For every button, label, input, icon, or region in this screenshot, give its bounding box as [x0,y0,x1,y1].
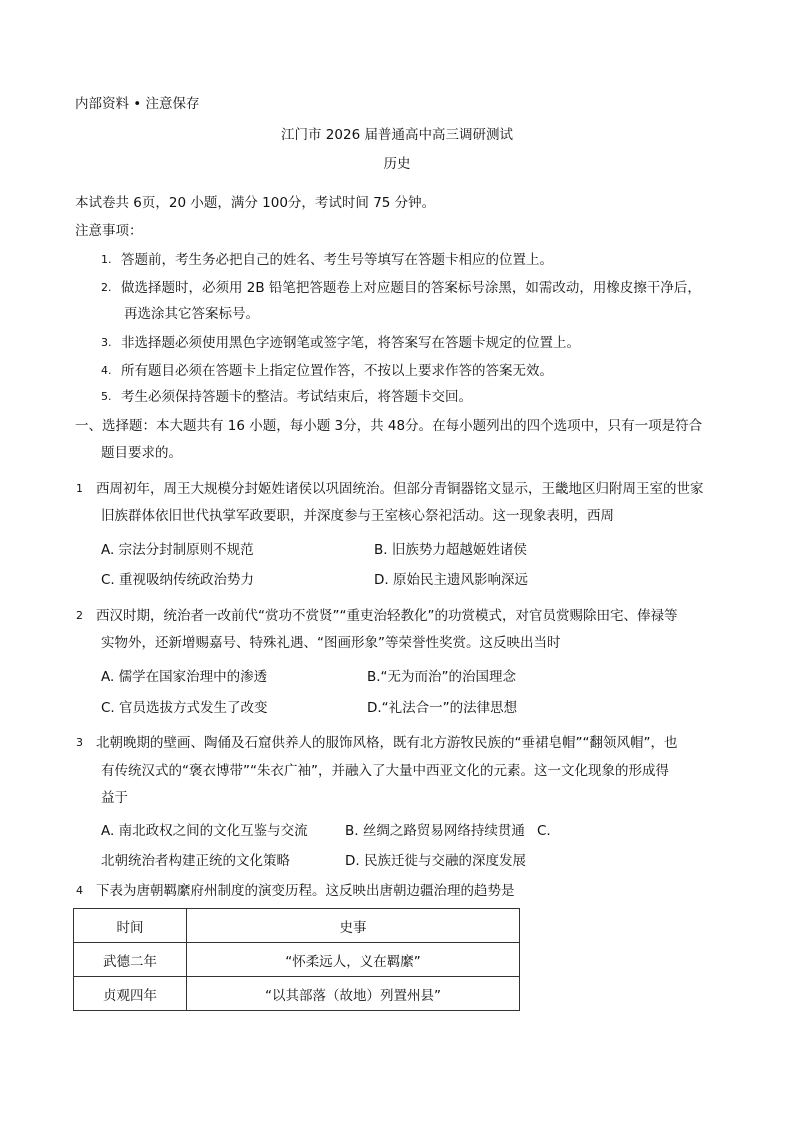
note-number: 4. [101,364,112,377]
option-a: A. 南北政权之间的文化互鉴与交流 [101,823,308,839]
option-a: A. 宗法分封制原则不规范 [101,542,254,558]
question-stem: 西汉时期，统治者一改前代“赏功不赏贤”“重吏治轻教化”的功赏模式，对官员赏赐除田宅、俸禄等 [96,608,678,624]
column-header-event: 史事 [187,909,520,943]
question-number: 3 [76,736,83,749]
option-c: 北朝统治者构建正统的文化策略 [101,853,290,869]
history-table [73,908,520,1011]
option-d: D. 原始民主遗风影响深远 [374,572,528,588]
question-number: 1 [76,482,83,495]
option-c-marker: C. [537,823,551,839]
note-text: 非选择题必须使用黑色字迹钢笔或签字笔，将答案写在答题卡规定的位置上。 [121,335,580,351]
table-header-row [74,909,520,943]
option-c: C. 官员选拔方式发生了改变 [101,700,268,716]
option-d: D. 民族迁徙与交融的深度发展 [345,853,526,869]
note-number: 5. [101,390,112,403]
option-c: C. 重视吸纳传统政治势力 [101,572,255,588]
exam-intro: 本试卷共 6页，20 小题，满分 100分，考试时间 75 分钟。 [75,195,436,211]
option-d: D.“礼法合一”的法律思想 [367,700,518,716]
option-a: A. 儒学在国家治理中的渗透 [101,669,268,685]
note-text: 答题前，考生务必把自己的姓名、考生号等填写在答题卡相应的位置上。 [121,252,553,268]
question-stem-continued: 益于 [101,790,128,806]
exam-title: 江门市 2026 届普通高中高三调研测试 [281,127,513,143]
note-text-continued: 再选涂其它答案标号。 [124,306,259,322]
column-header-time: 时间 [74,909,187,943]
note-number: 2. [101,281,112,294]
option-b: B. 旧族势力超越姬姓诸侯 [374,542,527,558]
note-text: 做选择题时，必须用 2B 铅笔把答题卷上对应题目的答案标号涂黑，如需改动，用橡皮擦干净后， [121,280,701,296]
table-cell-event: “以其部落（故地）列置州县” [187,977,520,1011]
note-text: 考生必须保持答题卡的整洁。考试结束后，将答题卡交回。 [121,389,472,405]
question-stem-continued: 旧族群体依旧世代执掌军政要职，并深度参与王室核心祭祀活动。这一现象表明，西周 [101,508,614,524]
notes-heading: 注意事项： [75,223,143,239]
section-heading-continued: 题目要求的。 [101,445,182,461]
table-cell-event: “怀柔远人，义在羁縻” [187,943,520,977]
note-number: 3. [101,336,112,349]
table-cell-time: 武德二年 [74,943,187,977]
table-row [74,977,520,1011]
question-stem-continued: 实物外，还新增赐嘉号、特殊礼遇、“图画形象”等荣誉性奖赏。这反映出当时 [101,635,561,651]
question-stem: 北朝晚期的壁画、陶俑及石窟供养人的服饰风格，既有北方游牧民族的“垂裙皂帽”“翻领风帽”，也 [96,735,678,751]
option-b: B.“无为而治”的治国理念 [367,669,517,685]
question-number: 2 [76,609,83,622]
option-b: B. 丝绸之路贸易网络持续贯通 [345,823,525,839]
note-text: 所有题目必须在答题卡上指定位置作答，不按以上要求作答的答案无效。 [121,363,553,379]
question-stem-continued: 有传统汉式的“褒衣博带”“朱衣广袖”，并融入了大量中西亚文化的元素。这一文化现象的形成得 [101,763,669,779]
subject-title: 历史 [383,156,411,172]
table-row [74,943,520,977]
note-number: 1. [101,253,112,266]
confidential-label: 内部资料 • 注意保存 [75,96,200,112]
section-heading: 一、选择题：本大题共有 16 小题，每小题 3分，共 48分。在每小题列出的四个选项中，只有一项是符合 [75,418,703,434]
question-number: 4 [76,884,83,897]
question-stem: 下表为唐朝羁縻府州制度的演变历程。这反映出唐朝边疆治理的趋势是 [96,883,515,899]
table-cell-time: 贞观四年 [74,977,187,1011]
question-stem: 西周初年，周王大规模分封姬姓诸侯以巩固统治。但部分青铜器铭文显示，王畿地区归附周王室的世家 [96,481,704,497]
